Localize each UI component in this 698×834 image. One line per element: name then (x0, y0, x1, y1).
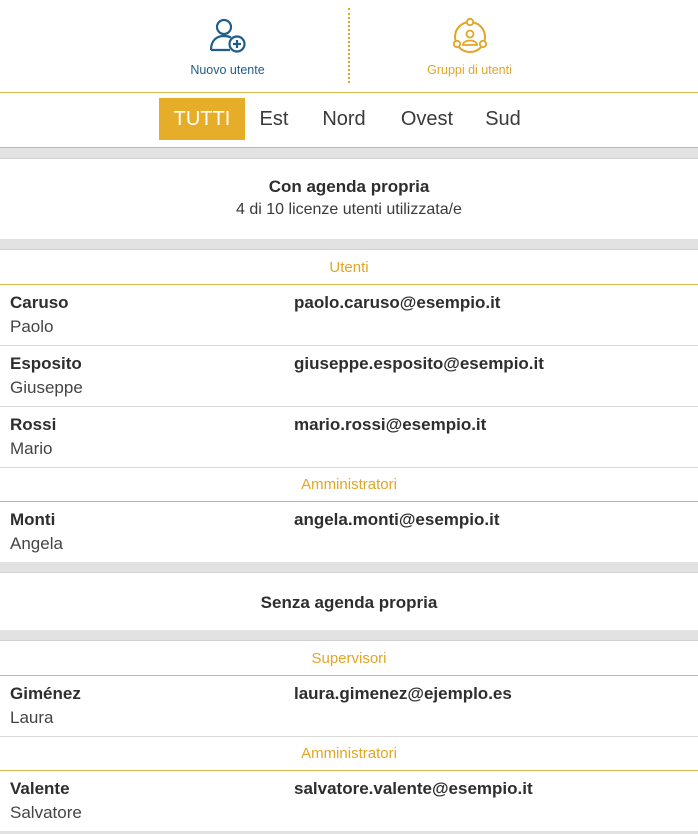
tab-tutti[interactable]: TUTTI (159, 98, 245, 140)
new-user-button[interactable] (120, 0, 335, 92)
section-separator (0, 562, 698, 573)
user-groups-icon (450, 16, 490, 56)
add-user-icon (208, 16, 248, 56)
user-row[interactable] (0, 502, 698, 562)
user-last-name: Monti (10, 510, 56, 529)
user-last-name: Caruso (10, 293, 69, 312)
tab-nord[interactable]: Nord (322, 108, 366, 130)
divider (0, 736, 698, 737)
group-label: Supervisori (311, 650, 387, 667)
region-tabs (0, 93, 698, 147)
user-email: giuseppe.esposito@esempio.it (294, 354, 544, 373)
top-actions (0, 0, 698, 92)
group-label: Amministratori (301, 745, 397, 762)
user-email: mario.rossi@esempio.it (294, 415, 487, 434)
tab-ovest[interactable]: Ovest (400, 108, 454, 130)
tab-est[interactable]: Est (259, 108, 289, 130)
group-label: Amministratori (301, 476, 397, 493)
section-title: Senza agenda propria (260, 593, 438, 612)
user-row[interactable] (0, 676, 698, 736)
user-row[interactable] (0, 771, 698, 831)
section-title: Con agenda propria (268, 177, 430, 196)
user-first-name: Angela (10, 534, 63, 553)
tab-sud[interactable]: Sud (485, 108, 521, 130)
section-separator (0, 239, 698, 250)
user-groups-label: Gruppi di utenti (427, 63, 512, 77)
section-header (0, 177, 698, 219)
group-label: Utenti (329, 259, 369, 276)
user-first-name: Laura (10, 708, 54, 727)
user-last-name: Valente (10, 779, 70, 798)
section-separator (0, 630, 698, 641)
user-row[interactable] (0, 407, 698, 467)
user-email: angela.monti@esempio.it (294, 510, 500, 529)
user-email: salvatore.valente@esempio.it (294, 779, 533, 798)
user-row[interactable] (0, 346, 698, 406)
user-email: paolo.caruso@esempio.it (294, 293, 501, 312)
divider (0, 467, 698, 468)
section-header (0, 593, 698, 613)
section-separator (0, 148, 698, 159)
action-separator (348, 8, 350, 83)
user-last-name: Giménez (10, 684, 81, 703)
user-last-name: Rossi (10, 415, 57, 434)
user-first-name: Giuseppe (10, 378, 83, 397)
user-first-name: Paolo (10, 317, 54, 336)
new-user-label: Nuovo utente (190, 63, 265, 77)
user-last-name: Esposito (10, 354, 82, 373)
user-first-name: Salvatore (10, 803, 82, 822)
user-row[interactable] (0, 285, 698, 345)
user-first-name: Mario (10, 439, 53, 458)
license-usage: 4 di 10 licenze utenti utilizzata/e (236, 201, 462, 218)
user-email: laura.gimenez@ejemplo.es (294, 684, 512, 703)
user-groups-button[interactable] (362, 0, 577, 92)
